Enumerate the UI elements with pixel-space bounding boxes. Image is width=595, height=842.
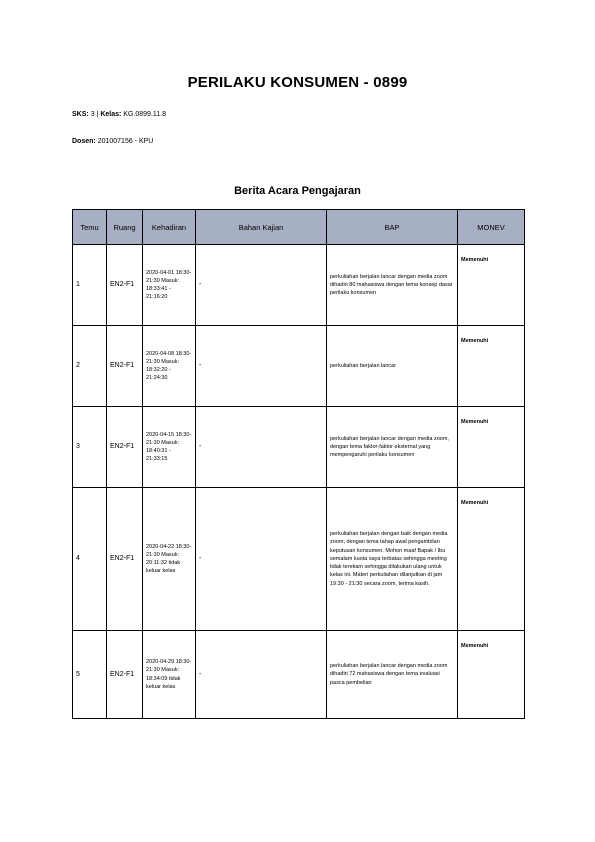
cell-bap: perkuliahan berjalan lancar — [327, 326, 458, 407]
bap-table — [72, 209, 525, 719]
header-bap: BAP — [327, 210, 458, 245]
cell-bap: perkuliahan berjalan lancar dengan media zoom dihadiri 80 mahasiswa dengan tema konsep dasar perilaku konsumen — [327, 245, 458, 326]
table-header-row — [73, 210, 525, 245]
cell-temu: 3 — [73, 407, 107, 488]
cell-monev: Memenuhi — [458, 326, 525, 407]
cell-bahan-kajian: - — [196, 326, 327, 407]
cell-bahan-kajian: - — [196, 631, 327, 719]
cell-ruang: EN2-F1 — [107, 245, 143, 326]
cell-bahan-kajian: - — [196, 488, 327, 631]
dosen-label: Dosen: — [72, 138, 96, 145]
table-row — [73, 245, 525, 326]
table-row — [73, 631, 525, 719]
cell-ruang: EN2-F1 — [107, 407, 143, 488]
dosen-value: 201007156 - KPU — [97, 138, 154, 145]
table-row — [73, 326, 525, 407]
cell-bahan-kajian: - — [196, 407, 327, 488]
cell-monev: Memenuhi — [458, 407, 525, 488]
kelas-value: KG.0899.11.8 — [123, 111, 166, 118]
cell-ruang: EN2-F1 — [107, 631, 143, 719]
cell-temu: 4 — [73, 488, 107, 631]
cell-temu: 1 — [73, 245, 107, 326]
cell-kehadiran: 2020-04-15 18:30-21:30 Masuk: 18:40:31 - 21:33:15 — [143, 407, 196, 488]
cell-bap: perkuliahan berjalan lancar dengan media zoom, dengan tema faktor-faktor eksternal yang mempengaruhi perilaku konsumen — [327, 407, 458, 488]
cell-monev: Memenuhi — [458, 488, 525, 631]
table-row — [73, 488, 525, 631]
cell-kehadiran: 2020-04-22 18:30-21:30 Masuk: 20:11:32 tidak keluar kelas — [143, 488, 196, 631]
cell-monev: Memenuhi — [458, 631, 525, 719]
sks-value: 3 — [90, 111, 95, 118]
cell-temu: 2 — [73, 326, 107, 407]
cell-bap: perkuliahan berjalan dengan baik dengan media zoom, dengan tema tahap awal pengambilan keputusan konsumen. Mohon maaf Bapak / Ibu semalam kuota saya terbatas sehingga meeting tidak terekam sehingga dilakukan ulang untuk kelas ini. Materi perkuliahan dilanjutkan di jam 19:30 - 21:30 secara zoom, terima kasih. — [327, 488, 458, 631]
page-title: PERILAKU KONSUMEN - 0899 — [187, 74, 408, 91]
header-monev: MONEV — [458, 210, 525, 245]
cell-temu: 5 — [73, 631, 107, 719]
separator: | — [96, 111, 99, 118]
lecturer-meta — [72, 138, 153, 145]
header-ruang: Ruang — [107, 210, 143, 245]
course-meta — [72, 111, 166, 118]
header-kehadiran: Kehadiran — [143, 210, 196, 245]
cell-kehadiran: 2020-04-01 18:30-21:30 Masuk: 18:33:41 - 21:16:20 — [143, 245, 196, 326]
cell-bap: perkuliahan berjalan lancar dengan media zoom dihadiri 72 mahasiswa dengan tema evaluasi pasca pembelian — [327, 631, 458, 719]
sks-label: SKS: — [72, 111, 89, 118]
cell-monev: Memenuhi — [458, 245, 525, 326]
cell-kehadiran: 2020-04-29 18:30-21:30 Masuk: 18:34:09 tidak keluar kelas — [143, 631, 196, 719]
cell-ruang: EN2-F1 — [107, 326, 143, 407]
section-title: Berita Acara Pengajaran — [234, 185, 361, 197]
header-temu: Temu — [73, 210, 107, 245]
cell-ruang: EN2-F1 — [107, 488, 143, 631]
cell-bahan-kajian: - — [196, 245, 327, 326]
cell-kehadiran: 2020-04-08 18:30-21:30 Masuk: 18:32:20 - 21:24:30 — [143, 326, 196, 407]
header-bahan-kajian: Bahan Kajian — [196, 210, 327, 245]
kelas-label: Kelas: — [100, 111, 122, 118]
table-row — [73, 407, 525, 488]
